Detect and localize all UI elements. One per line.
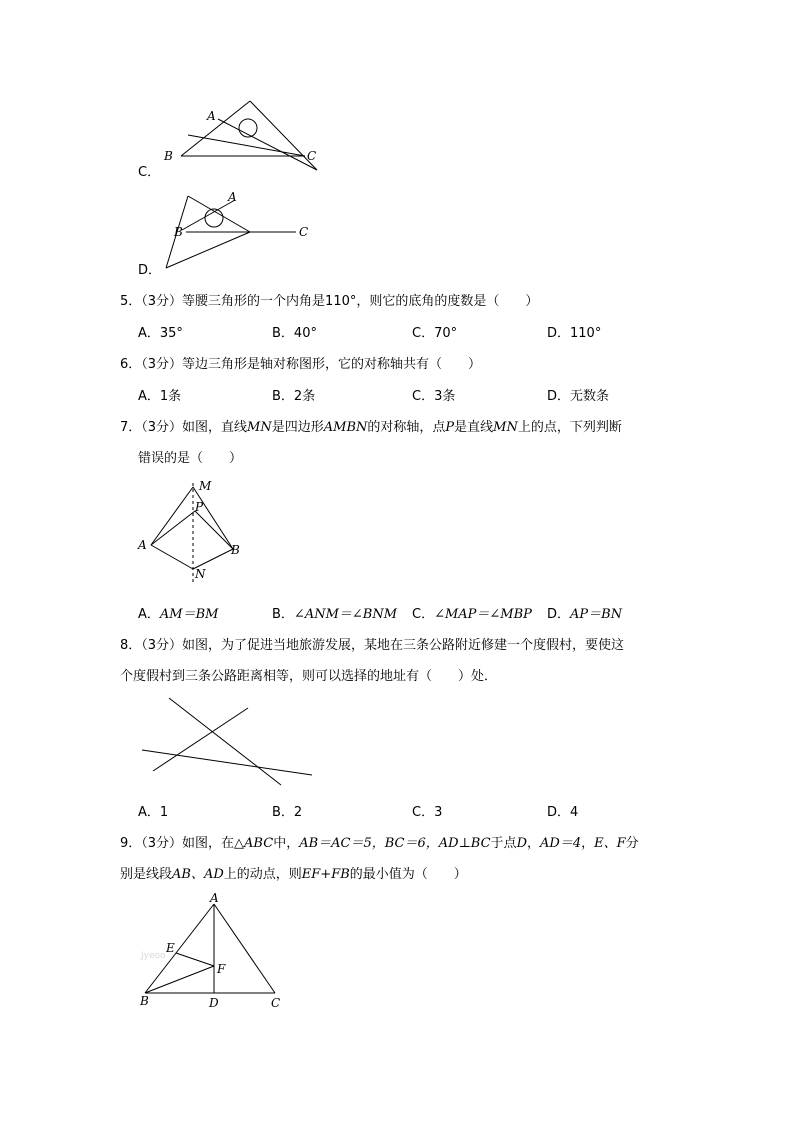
q7-text-c: 的对称轴，点	[367, 420, 446, 435]
q7-line-pb	[195, 511, 233, 549]
q7-option-c	[412, 603, 532, 622]
q5-option-a: A．35°	[138, 326, 183, 341]
q7-math-ambn: AMBN	[323, 420, 368, 435]
q7-option-b	[272, 603, 397, 622]
q4d-label-b: B	[174, 225, 183, 239]
q7-option-c-math: ∠MAP＝∠MBP	[434, 607, 532, 622]
q8-road-3	[142, 750, 312, 775]
q4c-line-cut1	[218, 119, 317, 170]
q8-option-c: C．3	[412, 805, 443, 820]
q7-label-b: B	[231, 543, 240, 557]
q4-figure-c	[160, 95, 330, 180]
q4c-label-c: C	[307, 149, 317, 163]
q7-label-p: P	[195, 500, 204, 514]
q4-figure-d	[160, 188, 330, 273]
q9-math-segs: AB、AD	[172, 867, 224, 882]
q4c-label-a: A	[207, 109, 216, 123]
q9-label-f: F	[217, 962, 226, 976]
q4-option-d-label: D．	[138, 263, 162, 278]
q7-line-mb	[193, 487, 233, 549]
q4d-line-top	[188, 196, 250, 232]
q7-option-b-math: ∠ANM＝∠BNM	[293, 607, 398, 622]
q9-figure	[135, 890, 295, 1015]
q4-option-c-label: C．	[138, 165, 161, 180]
q5-option-b: B．40°	[272, 326, 317, 341]
q9-text-c: 于点	[490, 836, 517, 851]
q7-label-n: N	[195, 567, 206, 581]
q4c-label-b: B	[164, 149, 173, 163]
q7-option-a-math: AM＝BM	[159, 607, 219, 622]
q9-label-b: B	[140, 994, 149, 1008]
q8-road-2	[153, 708, 248, 771]
q8-stem-line2: 个度假村到三条公路距离相等，则可以选择的地址有（ ）处．	[120, 669, 498, 684]
q7-math-p: P	[445, 420, 455, 435]
q9-text-e: ，	[581, 836, 595, 851]
q8-road-1	[169, 698, 281, 785]
q4d-label-a: A	[228, 190, 237, 204]
q9-text-d: ，	[527, 836, 541, 851]
q8-option-a: A．1	[138, 805, 169, 820]
q9-stem-line1	[120, 832, 639, 851]
q4d-label-c: C	[299, 225, 309, 239]
q9-math-ef: E、F	[594, 836, 626, 851]
q9-label-e: E	[166, 941, 175, 955]
q9-text-a: 9．（3分）如图，在△	[120, 836, 245, 851]
q8-stem-line1: 8．（3分）如图，为了促进当地旅游发展，某地在三条公路附近修建一个度假村，要使这	[120, 638, 625, 653]
q5-stem: 5．（3分）等腰三角形的一个内角是110°，则它的底角的度数是（ ）	[120, 294, 539, 309]
q9-math-expr: EF+FB	[301, 867, 350, 882]
q7-option-d-label: D．	[547, 607, 571, 622]
q9-text-g: 别是线段	[120, 867, 173, 882]
q9-watermark: Jyeoo	[141, 951, 166, 961]
q6-option-b: B．2条	[272, 389, 316, 404]
q7-text-a: 7．（3分）如图，直线	[120, 420, 248, 435]
q9-label-c: C	[271, 996, 281, 1010]
q9-text-h: 上的动点，则	[223, 867, 302, 882]
q9-text-b: 中，	[273, 836, 300, 851]
q7-stem-line2: 错误的是（ ）	[138, 451, 243, 466]
q8-option-b: B．2	[272, 805, 303, 820]
q7-text-d: 是直线	[454, 420, 494, 435]
q5-option-d: D．110°	[547, 326, 602, 341]
q5-option-c: C．70°	[412, 326, 458, 341]
q8-option-d: D．4	[547, 805, 579, 820]
q6-option-c: C．3条	[412, 389, 456, 404]
q7-math-mn2: MN	[493, 420, 518, 435]
q9-line-ef	[176, 953, 214, 966]
q9-stem-line2	[120, 863, 467, 882]
q7-option-d	[547, 603, 622, 622]
q7-option-a	[138, 603, 218, 622]
q6-stem: 6．（3分）等边三角形是轴对称图形，它的对称轴共有（ ）	[120, 357, 482, 372]
q6-option-d: D．无数条	[547, 389, 610, 404]
q7-text-b: 是四边形	[271, 420, 324, 435]
q7-line-ap	[151, 511, 195, 545]
q9-text-f: 分	[625, 836, 639, 851]
q9-text-i: 的最小值为（ ）	[349, 867, 467, 882]
q7-line-an	[151, 545, 193, 569]
q8-figure	[140, 695, 320, 790]
q7-math-mn: MN	[247, 420, 272, 435]
q7-option-a-label: A．	[138, 607, 160, 622]
q9-label-d: D	[209, 996, 219, 1010]
q7-label-a: A	[138, 538, 147, 552]
q9-label-a: A	[210, 891, 219, 905]
q7-line-nb	[193, 549, 233, 569]
q7-option-b-label: B．	[272, 607, 294, 622]
q7-text-e: 上的点，下列判断	[517, 420, 622, 435]
q9-math-abc: ABC	[244, 836, 274, 851]
q7-option-d-math: AP＝BN	[570, 607, 623, 622]
q4c-line-cut2	[188, 135, 305, 156]
q9-line-ac	[214, 904, 275, 993]
q6-option-a: A．1条	[138, 389, 182, 404]
q7-figure	[135, 475, 265, 590]
q7-stem-line1	[120, 416, 622, 435]
q9-math-cond1: AB＝AC＝5，BC＝6，AD⊥BC	[299, 836, 491, 851]
q7-label-m: M	[199, 479, 212, 493]
q9-math-d: D	[516, 836, 527, 851]
q7-line-am	[151, 487, 193, 545]
q7-option-c-label: C．	[412, 607, 435, 622]
q9-math-cond2: AD＝4	[540, 836, 582, 851]
